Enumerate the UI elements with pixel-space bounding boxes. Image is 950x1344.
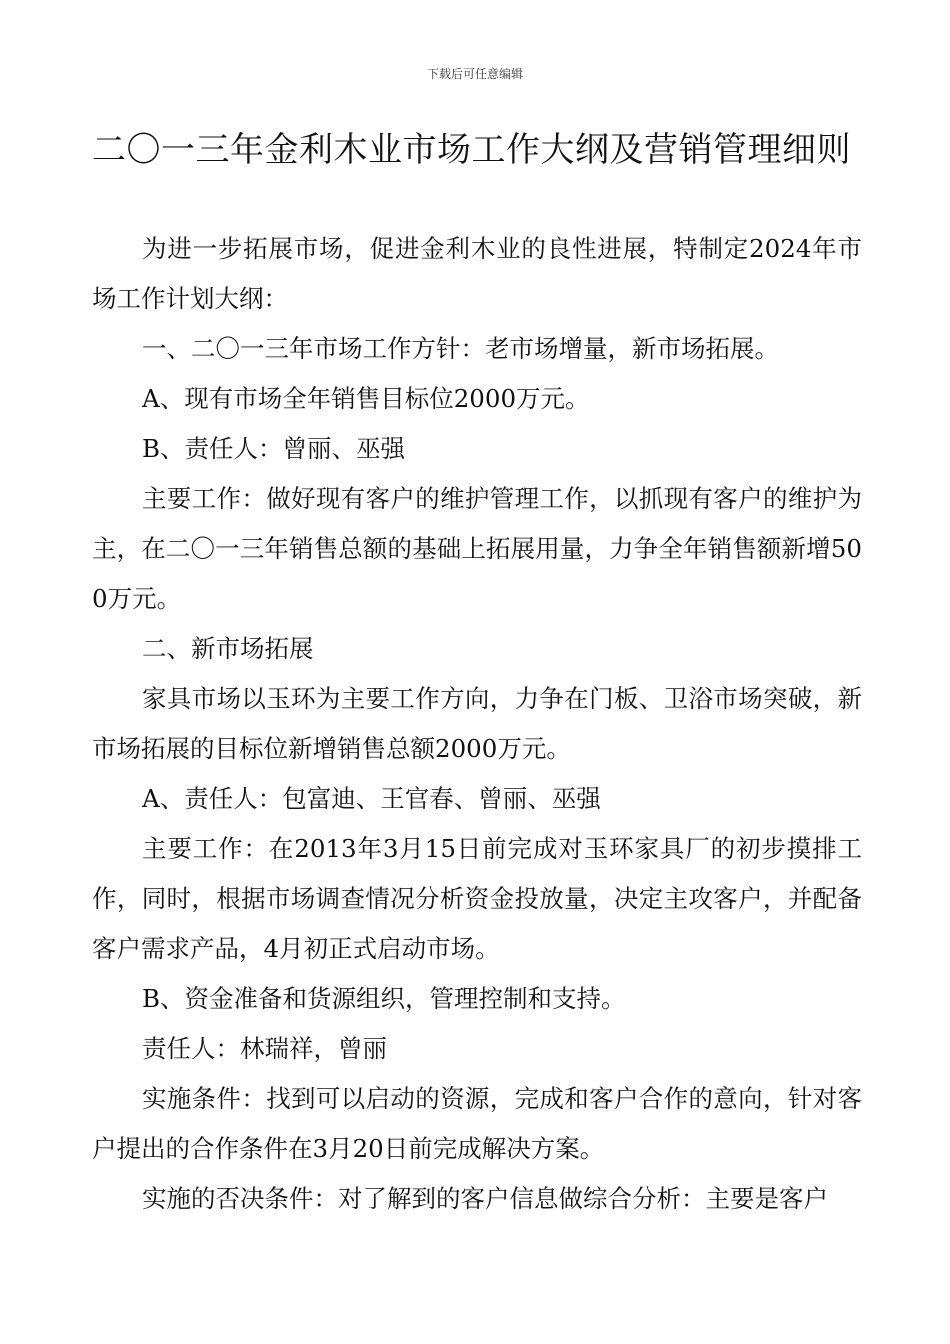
- paragraph-veto-conditions: 实施的否决条件：对了解到的客户信息做综合分析：主要是客户: [142, 1184, 828, 1213]
- paragraph-section-2-direction: 家具市场以玉环为主要工作方向，力争在门板、卫浴市场突破，新市场拓展的目标位新增销售总额2000万元。: [92, 684, 862, 763]
- paragraph-conditions: 实施条件：找到可以启动的资源，完成和客户合作的意向，针对客户提出的合作条件在3月20日前完成解决方案。: [92, 1084, 862, 1163]
- document-body: [92, 224, 862, 1224]
- paragraph-section-1-heading: 一、二〇一三年市场工作方针：老市场增量，新市场拓展。: [142, 334, 779, 363]
- header-note: 下载后可任意编辑: [426, 67, 523, 81]
- paragraph-section-2-funding: B、资金准备和货源组织，管理控制和支持。: [142, 984, 626, 1013]
- paragraph-section-1-responsible: B、责任人：曾丽、巫强: [142, 434, 406, 463]
- paragraph-section-2-funding-responsible: 责任人：林瑞祥，曾丽: [142, 1034, 387, 1063]
- document-title: 二〇一三年金利木业市场工作大纲及营销管理细则: [92, 130, 851, 170]
- paragraph-section-1-target: A、现有市场全年销售目标位2000万元。: [142, 384, 590, 413]
- paragraph-section-2-main-work: 主要工作：在2013年3月15日前完成对玉环家具厂的初步摸排工作，同时，根据市场调查情况分析资金投放量，决定主攻客户，并配备客户需求产品，4月初正式启动市场。: [92, 834, 862, 963]
- paragraph-section-2-heading: 二、新市场拓展: [142, 634, 314, 663]
- paragraph-section-2-responsible: A、责任人：包富迪、王官春、曾丽、巫强: [142, 784, 601, 813]
- paragraph-intro: 为进一步拓展市场，促进金利木业的良性进展，特制定2024年市场工作计划大纲：: [92, 234, 862, 313]
- paragraph-section-1-main-work: 主要工作：做好现有客户的维护管理工作，以抓现有客户的维护为主，在二〇一三年销售总额的基础上拓展用量，力争全年销售额新增500万元。: [92, 484, 862, 613]
